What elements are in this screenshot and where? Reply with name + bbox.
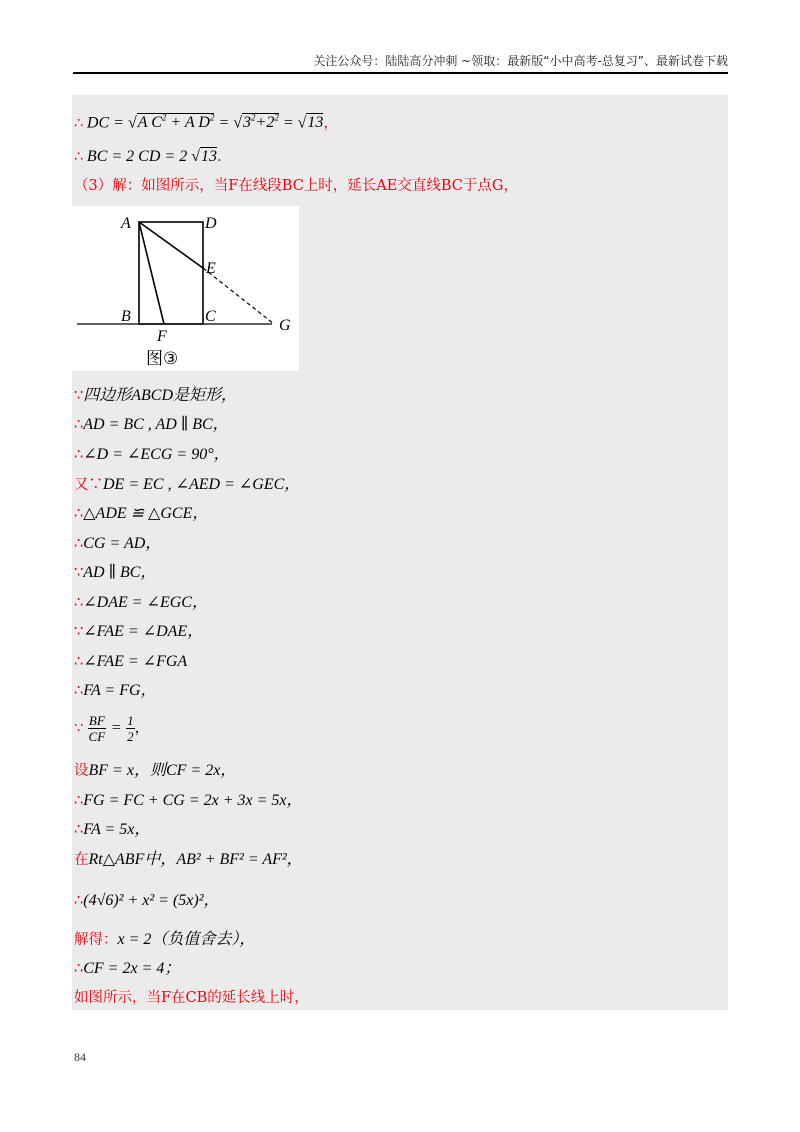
- ratio-denominator: CF: [88, 729, 106, 744]
- line-cg-ad: ∴CG = AD，: [74, 535, 162, 552]
- figure-caption: 图③: [146, 349, 179, 369]
- line-fa-fg: ∴FA = FG，: [74, 682, 157, 699]
- line-case-extension: 如图所示，当F在CB的延长线上时，: [74, 990, 309, 1006]
- geometry-figure: [72, 206, 299, 371]
- label-c: C: [205, 308, 216, 325]
- line-fa: ∴FA = 5x，: [74, 821, 151, 838]
- ratio-value-numerator: 1: [127, 713, 134, 728]
- line-fg: ∴FG = FC + CG = 2x + 3x = 5x，: [74, 792, 303, 809]
- label-d: D: [205, 215, 217, 232]
- line-congruent: ∴△ADE ≌ △GCE，: [74, 505, 209, 522]
- line-de-ec: 又∵DE = EC , ∠AED = ∠GEC，: [74, 476, 301, 493]
- solution-content: [72, 95, 728, 1010]
- line-rect: ∵四边形ABCD是矩形，: [74, 387, 238, 404]
- page-header: 关注公众号：陆陆高分冲刺 ~领取：最新版“小中高考-总复习”、最新试卷下载: [313, 54, 728, 68]
- line-let-x: 设BF = x，则CF = 2x，: [74, 762, 237, 779]
- line-fae-fga: ∴∠FAE = ∠FGA: [74, 653, 188, 670]
- header-rule: [73, 72, 728, 74]
- ratio-value-denominator: 2: [127, 729, 134, 744]
- page-number: 84: [74, 1050, 86, 1064]
- line-solve: 解得：x = 2（负值舍去），: [74, 931, 256, 948]
- line-dae-egc: ∴∠DAE = ∠EGC，: [74, 594, 208, 611]
- line-ratio: ∵ $\frac{BF}{CF}$ = $\frac{1}{2}$ ，: [74, 713, 150, 744]
- line-angle-d: ∴∠D = ∠ECG = 90°，: [74, 446, 230, 463]
- line-case3: （3）解：如图所示，当F在线段BC上时，延长AE交直线BC于点G，: [74, 178, 518, 194]
- label-f: F: [157, 328, 167, 345]
- label-a: A: [121, 215, 131, 232]
- figure-svg: [72, 206, 299, 371]
- line-dc: ∴ DC = √A $C^2 + A$ $D^2 = √3^2+2^2 = √13$，: [74, 113, 338, 132]
- label-b: B: [121, 308, 131, 325]
- line-parallel: ∵AD ∥ BC，: [74, 564, 157, 581]
- line-fae-dae: ∵∠FAE = ∠DAE，: [74, 623, 204, 640]
- line-equation: ∴(4√6)² + x² = (5x)²，: [74, 892, 220, 909]
- rectangle-abcd: [139, 222, 203, 324]
- line-ad-bc: ∴AD = BC , AD ∥ BC，: [74, 416, 229, 433]
- line-bc: ∴ BC = 2 CD = 2 √13.: [74, 148, 222, 165]
- line-cf: ∴CF = 2x = 4；: [74, 960, 181, 977]
- line-pythagoras: 在Rt△ABF中，AB² + BF² = AF²，: [74, 851, 303, 868]
- label-g: G: [279, 317, 291, 334]
- ratio-numerator: BF: [88, 713, 105, 728]
- label-e: E: [206, 260, 216, 277]
